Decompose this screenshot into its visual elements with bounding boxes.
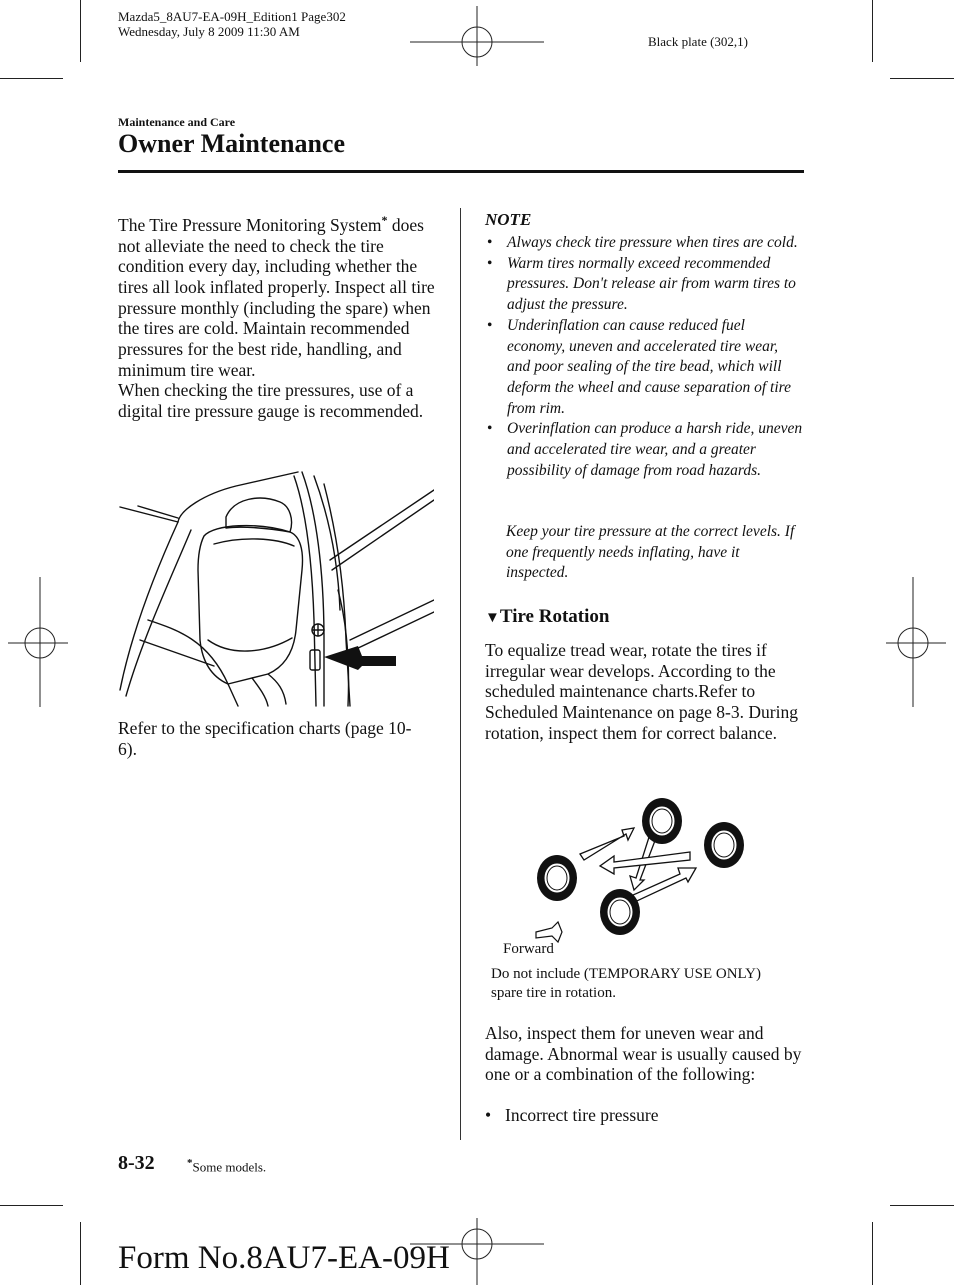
door-pillar-illustration: [118, 470, 434, 710]
tire-rotation-paragraph: To equalize tread wear, rotate the tires if irregular wear develops. According to the scheduled maintenance charts.Refer to Scheduled Maintenance on page 8-3. During rotation, inspect them for correct balance.: [485, 640, 798, 743]
also-paragraph: Also, inspect them for uneven wear and damage. Abnormal wear is usually caused by one or a combination of the following:: [485, 1023, 802, 1085]
list-item: • Always check tire pressure when tires are cold.: [485, 233, 805, 254]
print-meta: [118, 9, 346, 39]
list-item: • Overinflation can produce a harsh ride, uneven and accelerated tire wear, and a greater possibility of damage from road hazards.: [485, 419, 805, 481]
tire-icon: [704, 822, 744, 868]
tire-icon: [642, 798, 682, 844]
print-meta-line1: Mazda5_8AU7-EA-09H_Edition1 Page302: [118, 9, 346, 24]
registration-mark-left: [8, 577, 68, 707]
note-extra: Keep your tire pressure at the correct levels. If one frequently needs inflating, have it inspected.: [506, 523, 795, 582]
tire-icon: [537, 855, 577, 901]
intro-text-part1: The Tire Pressure Monitoring System: [118, 214, 382, 235]
note-list: [485, 233, 805, 481]
forward-label: Forward: [503, 941, 554, 957]
list-item: [485, 1105, 659, 1126]
rotation-arrow: [580, 828, 634, 860]
section-label: Maintenance and Care: [118, 115, 236, 129]
refer-paragraph: Refer to the specification charts (page 10-6).: [118, 718, 412, 759]
crop-mark: [0, 78, 63, 79]
rotation-caption: Do not include (TEMPORARY USE ONLY) spare tire in rotation.: [491, 966, 762, 1001]
tire-rotation-diagram: [500, 782, 760, 962]
note-title: NOTE: [485, 210, 532, 229]
intro-text-part2: does not alleviate the need to check the tire condition every day, including whether the tires all look inflated properly. Inspect all tire pressure monthly (including the spare) when the tires are cold. Maintain recommended pressures for the best ride, handling, and minimum tire wear.: [118, 214, 435, 380]
crop-mark: [872, 0, 873, 62]
page-number: 8-32: [118, 1152, 155, 1174]
column-divider: [460, 208, 461, 1140]
print-meta-line2: Wednesday, July 8 2009 11:30 AM: [118, 24, 300, 39]
intro-text-part3: When checking the tire pressures, use of a digital tire pressure gauge is recommended.: [118, 380, 424, 422]
crop-mark: [890, 78, 954, 79]
pointer-arrow: [324, 646, 396, 670]
footnote-text: Some models.: [192, 1159, 267, 1175]
crop-mark: [872, 1222, 873, 1285]
registration-mark-right: [886, 577, 946, 707]
list-item: • Underinflation can cause reduced fuel economy, uneven and accelerated tire wear, and poor sealing of the tire bead, which will deform the wheel and cause separation of tire from rim.: [485, 316, 805, 420]
footnote-asterisk: *: [187, 1157, 193, 1169]
tire-rotation-heading-text: Tire Rotation: [499, 606, 610, 627]
asterisk-marker: *: [381, 213, 388, 227]
crop-mark: [80, 1222, 81, 1285]
registration-mark-top: [410, 6, 544, 66]
crop-mark: [80, 0, 81, 62]
crop-mark: [890, 1205, 954, 1206]
form-number: Form No.8AU7-EA-09H: [118, 1240, 450, 1276]
crop-mark: [0, 1205, 63, 1206]
list-item-text: Incorrect tire pressure: [505, 1105, 659, 1125]
title-rule: [118, 170, 804, 173]
tire-icon: [600, 889, 640, 935]
bullet-icon: •: [485, 1105, 492, 1125]
triangle-marker-icon: ▼: [485, 610, 500, 626]
tire-rotation-heading: [485, 606, 609, 628]
plate-label: Black plate (302,1): [648, 34, 748, 49]
intro-paragraph: [118, 210, 440, 422]
page-title: Owner Maintenance: [118, 129, 345, 158]
forward-arrow-icon: [536, 922, 562, 942]
footnote: [187, 1157, 266, 1175]
list-item: • Warm tires normally exceed recommended pressures. Don't release air from warm tires to adjust the pressure.: [485, 254, 805, 316]
